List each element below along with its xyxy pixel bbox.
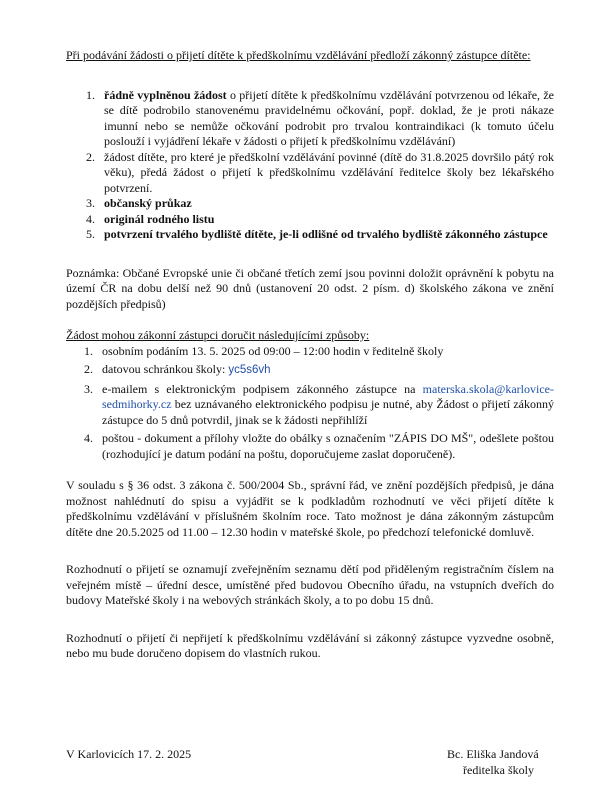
- signature-block: [447, 747, 539, 778]
- item-number: 3.: [86, 196, 95, 210]
- item-text: žádost dítěte, pro které je předškolní vzdělávání povinné (dítě do 31.8.2025 dovršilo pátý rok věku), předá žádost o přijetí k předškolnímu vzdělávání ředitelce školy bez lékařského potvrzení.: [104, 149, 554, 195]
- list-item: [86, 150, 554, 197]
- delivery-ways-heading: Žádost mohou zákonní zástupci doručit následujícími způsoby:: [66, 328, 370, 342]
- item-number: 4.: [84, 431, 93, 445]
- item-text: o přijetí dítěte k předškolnímu vzdělávání potvrzenou od lékaře, že se dítě podrobilo stanovenému pravidelnému očkování, popř. doklad, že je proti nákaze imunní nebo se nemůže očkování podrobit pro trvalou kontraindikaci (k tomuto účelu poslouží i vyjádření lékaře v žádosti o přijetí k předškolnímu vzdělávání): [104, 87, 554, 148]
- item-number: 3.: [84, 381, 93, 396]
- delivery-ways-list: [84, 344, 554, 463]
- item-text: e-mailem s elektronickým podpisem zákonného zástupce na: [102, 381, 423, 396]
- required-documents-list: [86, 88, 554, 243]
- item-bold: řádně vyplněnou žádost: [104, 87, 227, 102]
- item-bold: občanský průkaz: [104, 196, 192, 210]
- item-text: bez uznávaného elektronického podpisu je nutné, aby Žádost o přijetí zákonný zástupce do 5 dnů potvrdil, jinak se k žádosti nepřihlíží: [102, 397, 554, 427]
- item-number: 1.: [86, 87, 95, 102]
- item-bold: potvrzení trvalého bydliště dítěte, je-li odlišné od trvalého bydliště zákonného zástupce: [104, 227, 548, 241]
- list-item: [84, 362, 554, 379]
- signer-name: Bc. Eliška Jandová: [447, 747, 539, 761]
- list-item: [86, 227, 554, 243]
- list-item: [84, 344, 554, 360]
- data-box-id: yc5s6vh: [228, 364, 271, 376]
- intro-heading: Při podávání žádosti o přijetí dítěte k předškolnímu vzdělávání předloží zákonný zástupce dítěte:: [66, 48, 531, 62]
- place-date: V Karlovicích 17. 2. 2025: [66, 747, 192, 761]
- decision-announcement-paragraph: Rozhodnutí o přijetí se oznamují zveřejněním seznamu dětí pod přiděleným registračním číslem na veřejném místě – úřední desce, umístěné před budovou Obecního úřadu, na vstupních dveřích do budovy Mateřské školy i na webových stránkách školy, a to po dobu 15 dnů.: [66, 562, 554, 607]
- item-bold: originál rodného listu: [104, 211, 215, 226]
- decision-delivery-paragraph: Rozhodnutí o přijetí či nepřijetí k předškolnímu vzdělávání si zákonný zástupce vyzvedne osobně, nebo mu bude doručeno dopisem do vlastních rukou.: [66, 630, 554, 660]
- list-item: [84, 431, 554, 462]
- file-inspection-paragraph: V souladu s § 36 odst. 3 zákona č. 500/2004 Sb., správní řád, ve znění pozdějších předpisů, je dána možnost nahlédnutí do spisu a vyjádřit se k podkladům rozhodnutí ve věci přijetí dítěte k předškolnímu vzdělávání v příslušném školním roce. Tato možnost je dána zákonným zástupcům dítěte dne 20.5.2025 od 11.00 – 12.30 hodin v mateřské škole, po předchozí telefonické domluvě.: [66, 478, 554, 539]
- email-link[interactable]: materska.skola@karlovice-sedmihorky.cz: [102, 381, 554, 411]
- signer-role: ředitelka školy: [463, 762, 534, 777]
- item-text: osobním podáním 13. 5. 2025 od 09:00 – 12:00 hodin v ředitelně školy: [102, 343, 444, 358]
- document-body: [66, 48, 554, 662]
- list-item: [84, 382, 554, 429]
- item-number: 4.: [86, 211, 95, 226]
- item-number: 2.: [84, 362, 93, 376]
- list-item: [86, 88, 554, 150]
- list-item: [86, 196, 554, 212]
- item-number: 5.: [86, 227, 95, 241]
- item-text: datovou schránkou školy:: [102, 362, 229, 376]
- note-paragraph: Poznámka: Občané Evropské unie či občané třetích zemí jsou povinni doložit oprávnění k pobytu na území ČR na dobu delší než 90 dnů (ustanovení 20 odst. 2 písm. d) školského zákona ve znění pozdějších předpisů): [66, 265, 554, 311]
- item-text: poštou - dokument a přílohy vložte do obálky s označením "ZÁPIS DO MŠ", odešlete poštou (rozhodující je datum podání na poštu, doporučujeme zaslat doporučeně).: [102, 431, 554, 461]
- list-item: [86, 212, 554, 228]
- item-number: 1.: [84, 343, 93, 358]
- item-number: 2.: [86, 149, 95, 164]
